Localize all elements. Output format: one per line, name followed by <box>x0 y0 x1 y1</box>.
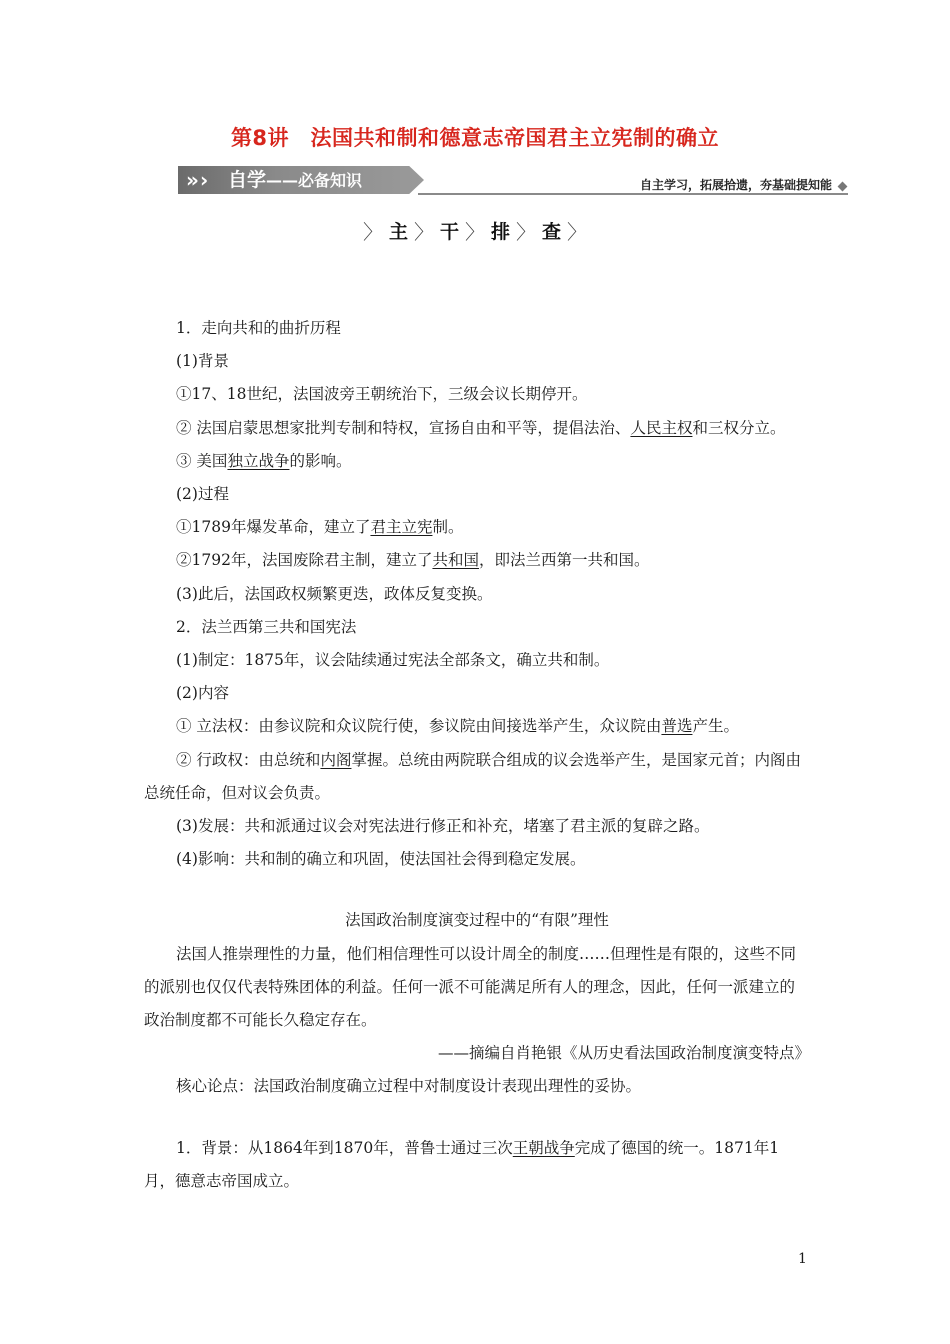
reading-title: 法国政治制度演变过程中的“有限”理性 <box>345 911 609 930</box>
diamond-icon <box>838 182 848 192</box>
text-segment: 掌握。总统由两院联合组成的议会选举产生，是国家元首；内阁由总统任命，但对议会负责。 <box>144 750 801 802</box>
spacer <box>144 876 810 904</box>
text-segment: 的影响。 <box>289 451 352 470</box>
text-segment: 1．背景：从1864年到1870年，普鲁士通过三次 <box>176 1138 513 1157</box>
banner-main-label: 自学 <box>228 169 267 191</box>
text-segment: ③ 美国 <box>176 451 228 470</box>
section-banner <box>178 166 850 196</box>
page-number: 1 <box>798 1251 807 1267</box>
sub-heading-char: 主 <box>388 221 408 243</box>
page-title: 第8讲 法国共和制和德意志帝国君主立宪制的确立 <box>230 126 720 150</box>
text-line: (2)内容 <box>176 684 229 703</box>
text-line: (1)制定：1875年，议会陆续通过宪法全部条文，确立共和制。 <box>176 651 610 670</box>
text-line <box>144 445 810 478</box>
text-paragraph <box>144 1132 810 1198</box>
main-content <box>144 312 810 1198</box>
underlined-keyword: 内阁 <box>320 750 352 769</box>
chevron-right-icon: 〉 <box>465 220 485 244</box>
reading-core-point: 核心论点：法国政治制度确立过程中对制度设计表现出理性的妥协。 <box>176 1077 642 1096</box>
heading-line: 2．法兰西第三共和国宪法 <box>176 617 357 636</box>
banner-heading <box>228 169 362 192</box>
text-segment: ①1789年爆发革命，建立了 <box>176 518 371 537</box>
chevron-right-icon: › <box>200 168 209 192</box>
text-segment: ② 行政权：由总统和 <box>176 750 321 769</box>
text-segment: 和三权分立。 <box>692 418 786 437</box>
text-line: (4)影响：共和制的确立和巩固，使法国社会得到稳定发展。 <box>176 850 586 869</box>
underlined-keyword: 共和国 <box>432 551 479 570</box>
underlined-keyword: 人民主权 <box>630 418 693 437</box>
sub-heading-char: 干 <box>439 221 459 243</box>
sub-heading-char: 排 <box>491 221 511 243</box>
sub-heading-char: 查 <box>542 221 562 243</box>
text-line <box>144 412 810 445</box>
underlined-keyword: 普选 <box>661 717 693 736</box>
chevron-right-icon: 〉 <box>567 220 588 244</box>
heading-line: 1．走向共和的曲折历程 <box>176 319 341 337</box>
text-line <box>144 511 810 544</box>
text-line: (3)发展：共和派通过议会对宪法进行修正和补充，堵塞了君主派的复辟之路。 <box>176 817 710 836</box>
chevron-right-icon: 〉 <box>362 220 383 244</box>
sub-section-heading <box>0 220 950 244</box>
banner-dash: —— <box>266 171 299 190</box>
text-line <box>144 710 810 743</box>
underlined-keyword: 独立战争 <box>227 451 290 470</box>
chevron-right-icon: 〉 <box>516 220 537 244</box>
underlined-keyword: 王朝战争 <box>512 1138 575 1157</box>
text-segment: ① 立法权：由参议院和众议院行使，参议院由间接选举产生，众议院由 <box>176 717 662 736</box>
text-segment: ，即法兰西第一共和国。 <box>478 551 650 570</box>
reading-body: 法国人推崇理性的力量，他们相信理性可以设计周全的制度……但理性是有限的，这些不同的派别也仅仅代表特殊团体的利益。任何一派不可能满足所有人的理念，因此，任何一派建立的政治制度都不可能长久稳定存在。 <box>144 944 797 1030</box>
banner-tagline: 自主学习，拓展拾遗，夯基础提知能 <box>639 178 832 192</box>
double-chevron-icon: » <box>186 168 199 192</box>
text-line: (1)背景 <box>176 352 229 371</box>
banner-divider <box>418 193 848 195</box>
text-line <box>144 544 810 577</box>
underlined-keyword: 君主立宪 <box>370 518 433 537</box>
text-segment: 完成了德国的统一。1871年1月，德意志帝国成立。 <box>144 1138 780 1190</box>
banner-sub-label: 必备知识 <box>298 171 363 190</box>
text-segment: 制。 <box>432 518 464 537</box>
text-line: (2)过程 <box>176 485 229 504</box>
spacer <box>144 1104 810 1132</box>
text-segment: ② 法国启蒙思想家批判专制和特权，宣扬自由和平等，提倡法治、 <box>176 418 631 437</box>
text-paragraph <box>144 744 810 810</box>
chevron-right-icon: 〉 <box>413 220 434 244</box>
reading-source: ——摘编自肖艳银《从历史看法国政治制度演变特点》 <box>437 1044 810 1063</box>
text-segment: ②1792年，法国废除君主制，建立了 <box>176 551 433 570</box>
text-line: ①17、18世纪，法国波旁王朝统治下，三级会议长期停开。 <box>176 385 588 404</box>
text-segment: 产生。 <box>692 717 739 736</box>
text-line: (3)此后，法国政权频繁更迭，政体反复变换。 <box>176 584 493 603</box>
